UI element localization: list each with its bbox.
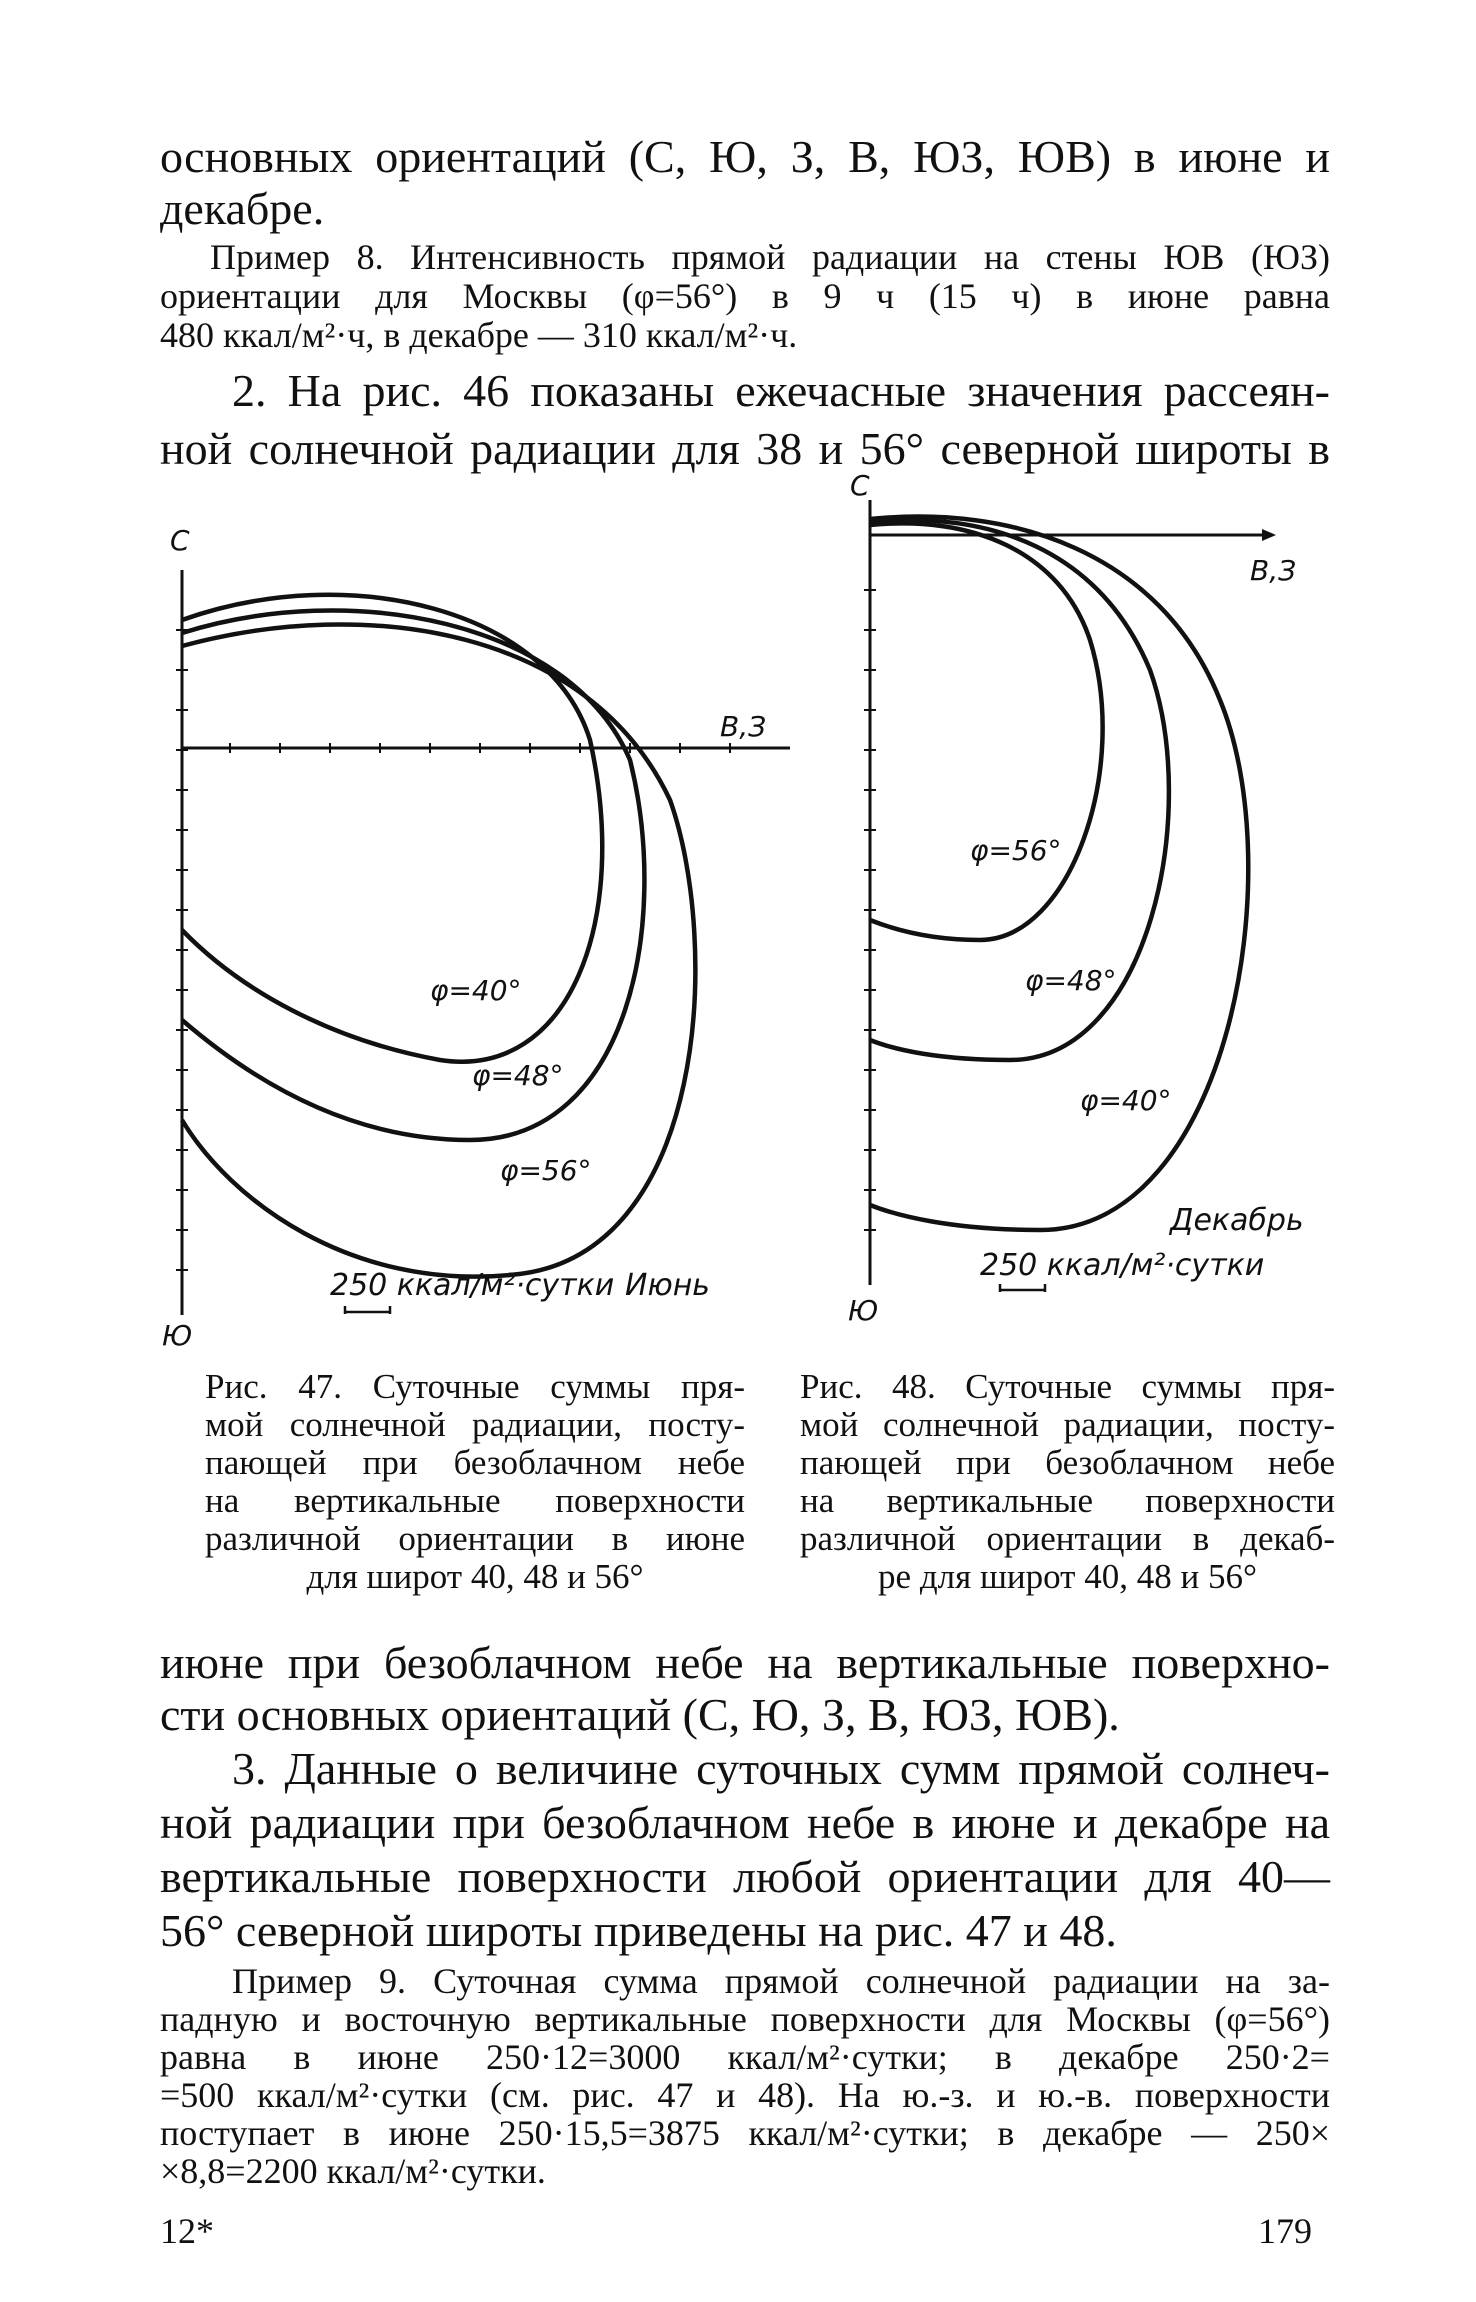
example-text-line: Пример 8. Интенсивность прямой радиации на стены ЮВ (ЮЗ) <box>210 237 1330 277</box>
caption-line: на вертикальные поверхности <box>205 1481 745 1520</box>
example-text-line: падную и восточную вертикальные поверхности для Москвы (φ=56°) <box>160 1999 1330 2039</box>
curve-label-phi-56: φ=56° <box>500 1154 592 1187</box>
curve-phi-40 <box>870 517 1248 1230</box>
figure-48-caption <box>800 1368 1335 1596</box>
caption-line: мой солнечной радиации, посту- <box>205 1405 745 1444</box>
caption-line: пающей при безоблачном небе <box>800 1443 1335 1482</box>
east-west-label: В,З <box>720 710 767 743</box>
caption-line: для широт 40, 48 и 56° <box>306 1557 644 1596</box>
south-label: Ю <box>848 1294 879 1327</box>
curve-label-phi-56: φ=56° <box>970 834 1062 867</box>
curve-phi-48 <box>870 520 1169 1060</box>
figure-48-diagram <box>840 470 1340 1330</box>
north-label: С <box>170 524 190 557</box>
curve-label-phi-40: φ=40° <box>1080 1084 1172 1117</box>
body-text-line: 3. Данные о величине суточных сумм прямой солнеч- <box>232 1743 1330 1794</box>
north-label: С <box>850 470 870 502</box>
figure-47-diagram <box>150 500 800 1350</box>
curve-label-phi-48: φ=48° <box>1025 964 1117 997</box>
body-text-line: июне при безоблачном небе на вертикальные поверхно- <box>160 1637 1330 1688</box>
body-text-line: сти основных ориентаций (С, Ю, З, В, ЮЗ, ЮВ). <box>160 1689 1120 1740</box>
figure-47-caption <box>205 1368 745 1596</box>
month-label: Июнь <box>625 1268 710 1303</box>
example-text-line: 480 ккал/м²·ч, в декабре — 310 ккал/м²·ч. <box>160 315 798 355</box>
caption-line: Рис. 48. Суточные суммы пря- <box>800 1367 1335 1406</box>
caption-line: Рис. 47. Суточные суммы пря- <box>205 1367 745 1406</box>
scale-label: 250 ккал/м²·сутки <box>980 1248 1265 1283</box>
body-text-line: декабре. <box>160 183 325 234</box>
curve-phi-56 <box>870 523 1103 940</box>
example-text-line: ×8,8=2200 ккал/м²·сутки. <box>160 2151 546 2191</box>
body-text-line: ной солнечной радиации для 38 и 56° северной широты в <box>160 423 1330 474</box>
body-text-line: вертикальные поверхности любой ориентации для 40— <box>160 1851 1330 1902</box>
south-label: Ю <box>162 1319 193 1350</box>
caption-line: пающей при безоблачном небе <box>205 1443 745 1482</box>
body-text-line: 56° северной широты приведены на рис. 47 и 48. <box>160 1905 1117 1956</box>
axis-arrow <box>1262 529 1276 541</box>
example-text-line: равна в июне 250·12=3000 ккал/м²·сутки; в декабре 250·2= <box>160 2037 1330 2077</box>
curve-label-phi-48: φ=48° <box>472 1059 564 1092</box>
example-text-line: =500 ккал/м²·сутки (см. рис. 47 и 48). На ю.-з. и ю.-в. поверхности <box>160 2075 1330 2115</box>
curve-phi-40 <box>182 595 602 1062</box>
caption-line: различной ориентации в июне <box>205 1519 745 1558</box>
caption-line: ре для широт 40, 48 и 56° <box>878 1557 1257 1596</box>
caption-line: мой солнечной радиации, посту- <box>800 1405 1335 1444</box>
body-text-line: ной радиации при безоблачном небе в июне и декабре на <box>160 1797 1330 1848</box>
month-label: Декабрь <box>1170 1203 1304 1238</box>
page-number: 179 <box>1258 2211 1312 2251</box>
caption-line: различной ориентации в декаб- <box>800 1519 1335 1558</box>
example-text-line: Пример 9. Суточная сумма прямой солнечной радиации на за- <box>232 1961 1330 2001</box>
caption-line: на вертикальные поверхности <box>800 1481 1335 1520</box>
body-text-line: 2. На рис. 46 показаны ежечасные значения рассеян- <box>232 365 1330 416</box>
scale-label: 250 ккал/м²·сутки <box>330 1268 615 1303</box>
east-west-label: В,З <box>1250 554 1297 587</box>
curve-label-phi-40: φ=40° <box>430 974 522 1007</box>
example-text-line: поступает в июне 250·15,5=3875 ккал/м²·сутки; в декабре — 250× <box>160 2113 1330 2153</box>
example-text-line: ориентации для Москвы (φ=56°) в 9 ч (15 ч) в июне равна <box>160 276 1330 316</box>
body-text-line: основных ориентаций (С, Ю, З, В, ЮЗ, ЮВ) в июне и <box>160 131 1330 182</box>
curve-phi-56 <box>182 624 695 1276</box>
signature-mark: 12* <box>160 2211 214 2251</box>
